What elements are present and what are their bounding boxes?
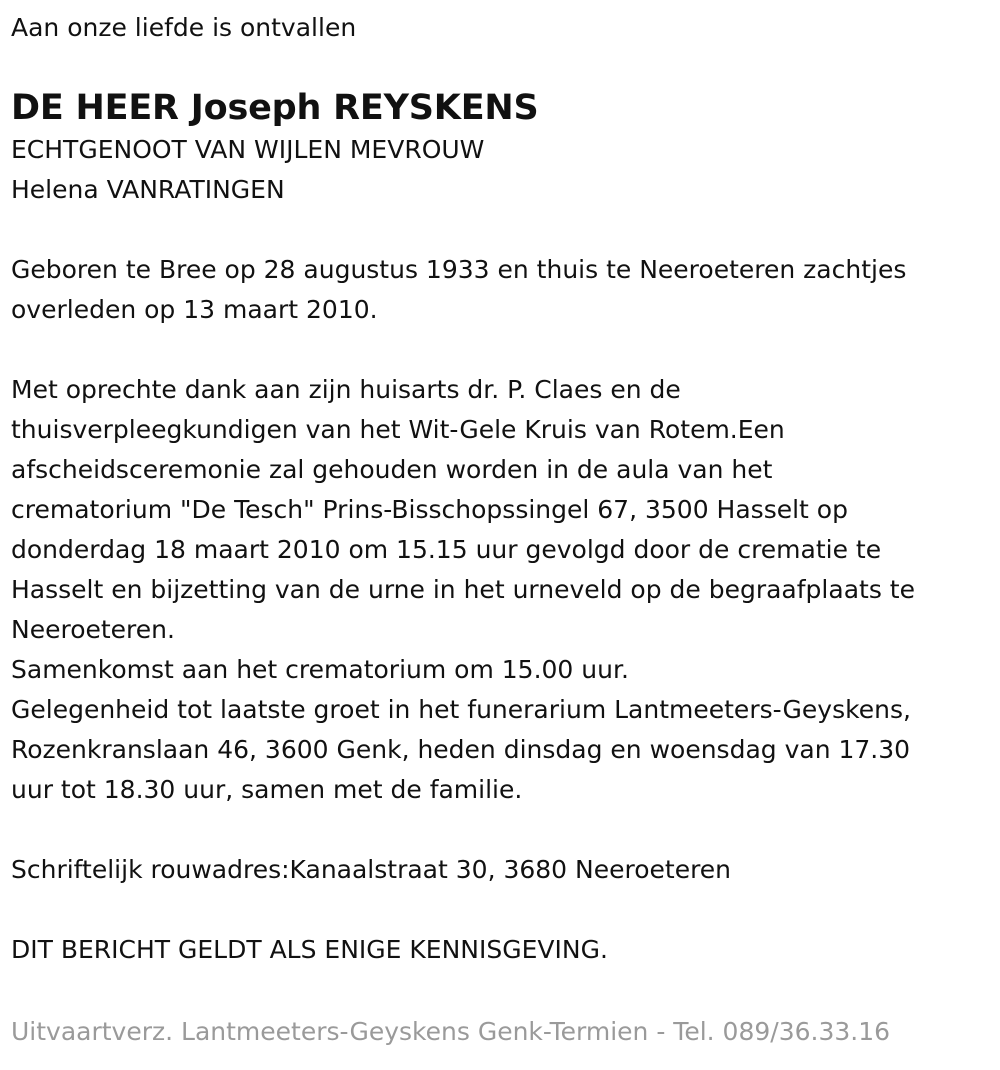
spacer bbox=[11, 330, 991, 370]
paragraph-line: Rozenkranslaan 46, 3600 Genk, heden dinsdag en woensdag van 17.30 bbox=[11, 735, 911, 764]
spacer bbox=[11, 890, 991, 930]
paragraph-line: afscheidsceremonie zal gehouden worden in de aula van het bbox=[11, 455, 773, 484]
paragraph-line: Geboren te Bree op 28 augustus 1933 en thuis te Neeroeteren zachtjes bbox=[11, 255, 907, 284]
spacer bbox=[11, 810, 991, 850]
paragraph-line: Neeroeteren. bbox=[11, 615, 175, 644]
spouse-line-1: ECHTGENOOT VAN WIJLEN MEVROUW bbox=[11, 135, 485, 164]
paragraph-line: Gelegenheid tot laatste groet in het funerarium Lantmeeters-Geyskens, bbox=[11, 695, 911, 724]
paragraph-line: Samenkomst aan het crematorium om 15.00 uur. bbox=[11, 655, 629, 684]
obituary-notice bbox=[11, 8, 991, 970]
birth-death-paragraph bbox=[11, 250, 991, 330]
ceremony-paragraph bbox=[11, 370, 991, 810]
spouse-line-2: Helena VANRATINGEN bbox=[11, 175, 285, 204]
intro-text: Aan onze liefde is ontvallen bbox=[11, 13, 357, 42]
spacer bbox=[11, 210, 991, 250]
deceased-name: DE HEER Joseph REYSKENS bbox=[11, 88, 539, 128]
mourning-address: Schriftelijk rouwadres:Kanaalstraat 30, 3680 Neeroeteren bbox=[11, 855, 732, 884]
notice-statement: DIT BERICHT GELDT ALS ENIGE KENNISGEVING. bbox=[11, 935, 608, 964]
paragraph-line: Met oprechte dank aan zijn huisarts dr. P. Claes en de bbox=[11, 375, 681, 404]
paragraph-line: donderdag 18 maart 2010 om 15.15 uur gevolgd door de crematie te bbox=[11, 535, 882, 564]
paragraph-line: uur tot 18.30 uur, samen met de familie. bbox=[11, 775, 523, 804]
paragraph-line: overleden op 13 maart 2010. bbox=[11, 295, 378, 324]
funeral-home-footer: Uitvaartverz. Lantmeeters-Geyskens Genk-Termien - Tel. 089/36.33.16 bbox=[11, 1017, 891, 1046]
paragraph-line: crematorium "De Tesch" Prins-Bisschopssingel 67, 3500 Hasselt op bbox=[11, 495, 848, 524]
paragraph-line: thuisverpleegkundigen van het Wit-Gele Kruis van Rotem.Een bbox=[11, 415, 785, 444]
paragraph-line: Hasselt en bijzetting van de urne in het urneveld op de begraafplaats te bbox=[11, 575, 915, 604]
